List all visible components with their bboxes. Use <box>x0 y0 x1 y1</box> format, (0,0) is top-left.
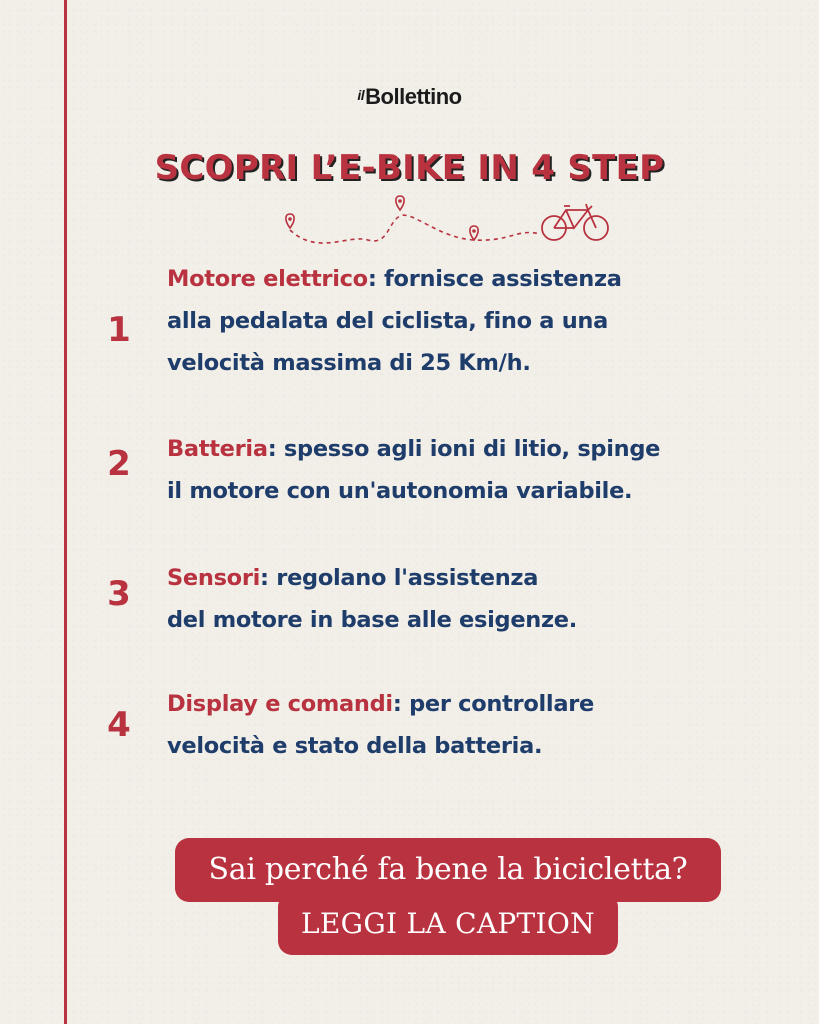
step-text <box>167 428 767 512</box>
logo-name: Bollettino <box>365 84 462 109</box>
route-illustration <box>278 194 618 250</box>
step-line: il motore con un'autonomia variabile. <box>167 478 633 504</box>
cta-action-button[interactable]: LEGGI LA CAPTION <box>278 893 618 955</box>
step-number: 4 <box>107 705 131 745</box>
step-line: del motore in base alle esigenze. <box>167 607 578 633</box>
step-line: velocità e stato della batteria. <box>167 733 543 759</box>
cta-question: Sai perché fa bene la bicicletta? <box>175 838 721 902</box>
step-text <box>167 258 767 384</box>
route-pin-icon <box>470 226 478 240</box>
step-line: velocità massima di 25 Km/h. <box>167 350 531 376</box>
step-line: : regolano l'assistenza <box>260 565 539 591</box>
step-term: Sensori <box>167 565 261 591</box>
step-line: : spesso agli ioni di litio, spinge <box>267 436 661 462</box>
step-text <box>167 683 767 767</box>
step-number: 3 <box>107 574 131 614</box>
step-number: 1 <box>107 310 131 350</box>
step-line: alla pedalata del ciclista, fino a una <box>167 308 609 334</box>
step-term: Display e comandi <box>167 691 393 717</box>
route-pin-icon <box>396 196 404 210</box>
logo-prefix: il <box>357 87 365 103</box>
bicycle-icon <box>542 204 608 240</box>
step-term: Batteria <box>167 436 268 462</box>
step-term: Motore elettrico <box>167 266 368 292</box>
step-line: : fornisce assistenza <box>367 266 622 292</box>
step-number: 2 <box>107 444 131 484</box>
step-line: : per controllare <box>392 691 594 717</box>
step-text <box>167 557 767 641</box>
route-pin-icon <box>286 214 294 228</box>
page-title: SCOPRI L’E-BIKE IN 4 STEP <box>154 148 665 188</box>
logo <box>0 84 819 110</box>
